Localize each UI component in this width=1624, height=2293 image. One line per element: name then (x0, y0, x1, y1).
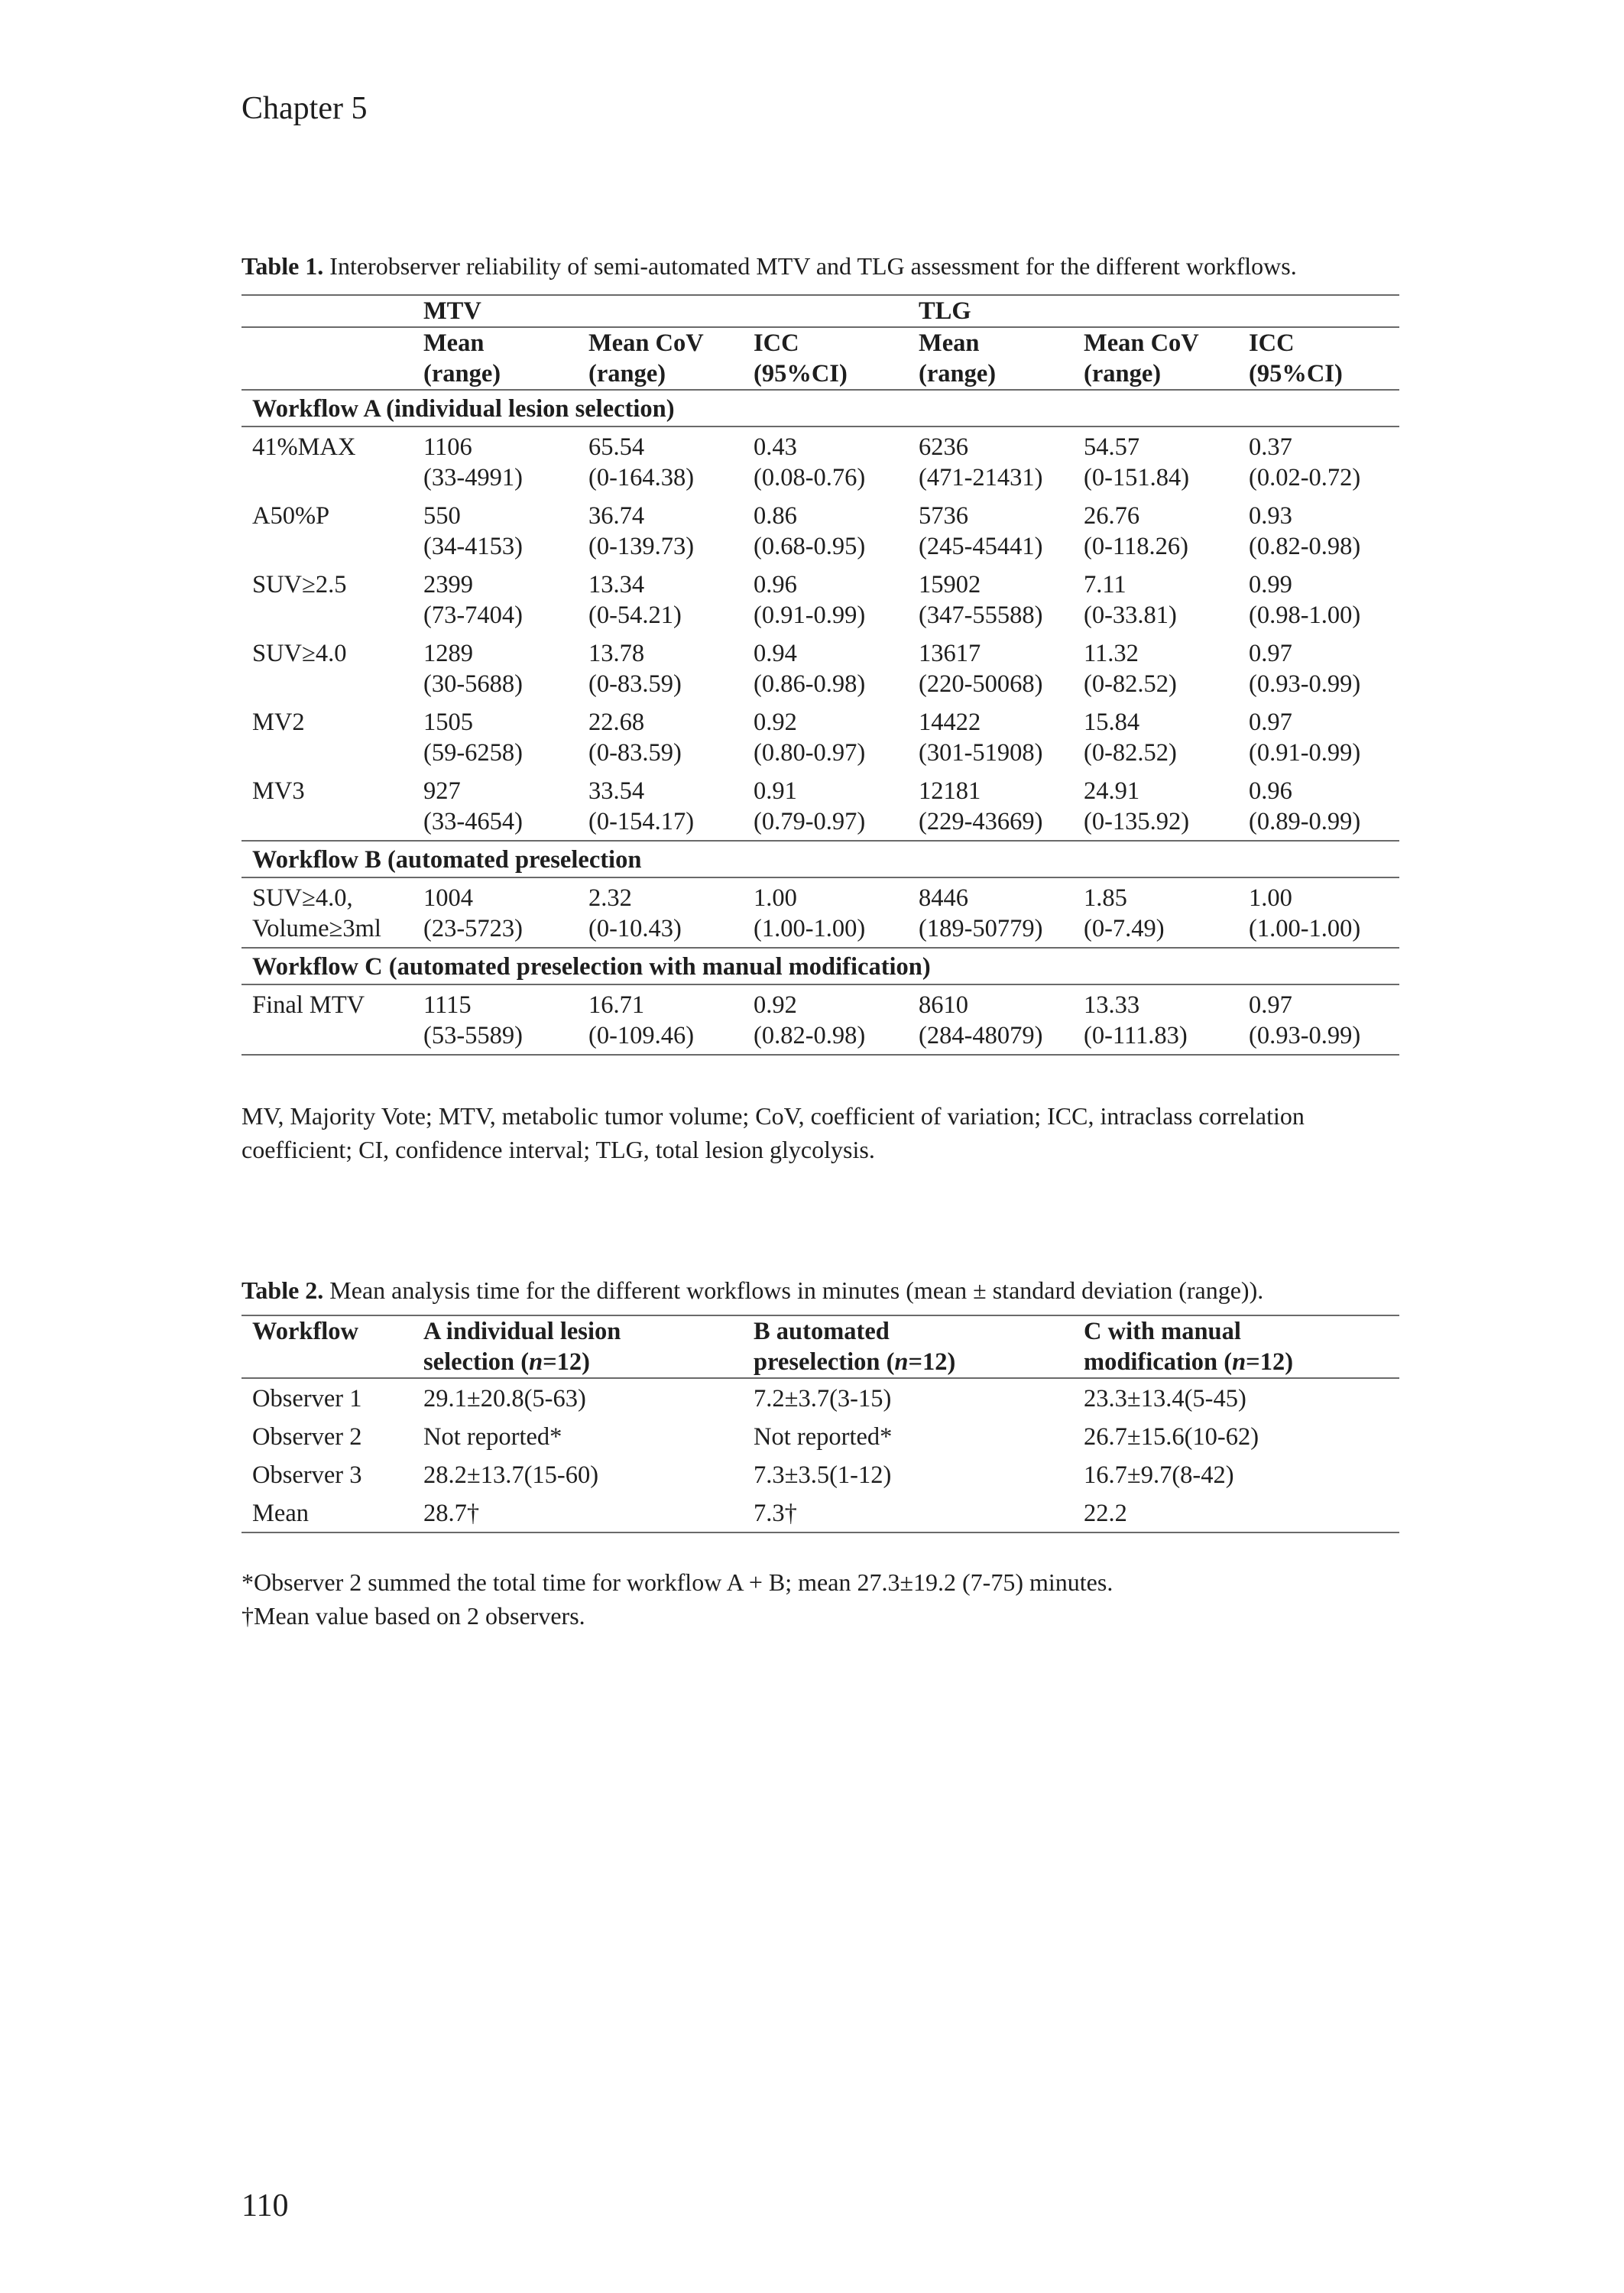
table1-group-tlg: TLG (919, 297, 971, 325)
table2-cell-b: 7.3±3.5(1-12) (754, 1461, 892, 1489)
table1-cell: 1106 (33-4991) (423, 433, 523, 491)
chapter-heading: Chapter 5 (241, 91, 368, 126)
table1-cell: 65.54 (0-164.38) (588, 433, 695, 491)
table1-caption (241, 252, 1297, 281)
table1-cell: 927 (33-4654) (423, 777, 523, 835)
table1-row-label: SUV≥4.0 (252, 640, 347, 667)
table1-caption-label: Table 1. (241, 252, 324, 280)
table1-cell: 54.57 (0-151.84) (1084, 433, 1190, 491)
table1-cell: 1115 (53-5589) (423, 991, 523, 1049)
table1-cell: 1505 (59-6258) (423, 709, 523, 767)
table1-row (241, 565, 1399, 634)
table2-header-a: A individual lesion selection (n=12) (423, 1318, 621, 1376)
table1-cell: 0.97 (0.93-0.99) (1249, 640, 1361, 698)
table1-col-header: Mean (range) (423, 329, 501, 388)
table1-cell: 5736 (245-45441) (919, 502, 1043, 560)
table2-cell-c: 22.2 (1084, 1500, 1127, 1527)
table1-cell: 1.00 (1.00-1.00) (754, 884, 866, 942)
table1-section-header: Workflow B (automated preselection (241, 841, 1399, 877)
table2-cell-label: Observer 2 (252, 1423, 362, 1451)
table1-group-mtv: MTV (423, 297, 481, 325)
table1-group-header-row (241, 295, 1399, 327)
table1-cell: 0.92 (0.80-0.97) (754, 709, 866, 767)
table1-row-label: SUV≥2.5 (252, 571, 347, 598)
table1-col-header: ICC (95%CI) (754, 329, 848, 388)
table2-caption (241, 1276, 1263, 1305)
table1-cell: 22.68 (0-83.59) (588, 709, 682, 767)
page-number: 110 (241, 2188, 289, 2223)
table2-cell-label: Mean (252, 1500, 309, 1527)
table2-row (241, 1417, 1399, 1455)
table1-cell: 8446 (189-50779) (919, 884, 1043, 942)
table1-cell: 6236 (471-21431) (919, 433, 1043, 491)
table1-col-header: Mean (range) (919, 329, 997, 388)
table2-row (241, 1455, 1399, 1494)
table2-cell-label: Observer 3 (252, 1461, 362, 1489)
table1-cell: 0.96 (0.91-0.99) (754, 571, 866, 629)
table1-cell: 0.91 (0.79-0.97) (754, 777, 866, 835)
table1-cell: 0.92 (0.82-0.98) (754, 991, 866, 1049)
table2-header-row (241, 1315, 1399, 1378)
table2-row (241, 1378, 1399, 1417)
table1-cell: 2.32 (0-10.43) (588, 884, 682, 942)
table1-cell: 0.96 (0.89-0.99) (1249, 777, 1361, 835)
table1-cell: 0.86 (0.68-0.95) (754, 502, 866, 560)
table2-footnotes (241, 1565, 1399, 1633)
table2-header-workflow: Workflow (252, 1318, 359, 1345)
table1-row-label: 41%MAX (252, 433, 356, 461)
table2-cell-b: Not reported* (754, 1423, 893, 1451)
table1-cell: 16.71 (0-109.46) (588, 991, 695, 1049)
table2-cell-c: 26.7±15.6(10-62) (1084, 1423, 1259, 1451)
table1 (241, 294, 1399, 1056)
table1-cell: 0.94 (0.86-0.98) (754, 640, 866, 698)
table2-cell-label: Observer 1 (252, 1385, 362, 1412)
table2-cell-a: Not reported* (423, 1423, 562, 1451)
table1-cell: 13617 (220-50068) (919, 640, 1043, 698)
table1-row (241, 771, 1399, 841)
table2 (241, 1315, 1399, 1533)
table1-row (241, 702, 1399, 771)
table2-cell-c: 16.7±9.7(8-42) (1084, 1461, 1234, 1489)
table1-row (241, 496, 1399, 565)
table1-row-label: MV2 (252, 709, 305, 736)
table1-cell: 24.91 (0-135.92) (1084, 777, 1190, 835)
table1-cell: 0.97 (0.91-0.99) (1249, 709, 1361, 767)
table1-row-label: MV3 (252, 777, 305, 805)
table2-caption-text: Mean analysis time for the different workflows in minutes (mean ± standard deviation (range)). (323, 1276, 1264, 1304)
table1-row-label: SUV≥4.0, Volume≥3ml (252, 884, 381, 942)
table2-cell-b: 7.2±3.7(3-15) (754, 1385, 892, 1412)
table1-caption-text: Interobserver reliability of semi-automated MTV and TLG assessment for the different workflows. (323, 252, 1297, 280)
table1-row-label: A50%P (252, 502, 330, 530)
table1-cell: 0.97 (0.93-0.99) (1249, 991, 1361, 1049)
table2-footnote-2: †Mean value based on 2 observers. (241, 1602, 585, 1630)
table1-col-header: Mean CoV (range) (588, 329, 704, 388)
table2-body (241, 1378, 1399, 1532)
table1-cell: 11.32 (0-82.52) (1084, 640, 1177, 698)
table1-row (241, 426, 1399, 496)
table2-caption-label: Table 2. (241, 1276, 324, 1304)
table1-cell: 0.37 (0.02-0.72) (1249, 433, 1361, 491)
table1-cell: 0.43 (0.08-0.76) (754, 433, 866, 491)
table2-header-b: B automated preselection (n=12) (754, 1318, 956, 1376)
table1-cell: 8610 (284-48079) (919, 991, 1043, 1049)
table1-footnote: MV, Majority Vote; MTV, metabolic tumor volume; CoV, coefficient of variation; ICC, intraclass correlation coefficient; CI, confidence interval; TLG, total lesion glycolysis. (241, 1102, 1305, 1163)
table1-cell: 0.93 (0.82-0.98) (1249, 502, 1361, 560)
table1-cell: 7.11 (0-33.81) (1084, 571, 1177, 629)
table2-header-c: C with manual modification (n=12) (1084, 1318, 1294, 1376)
table1-cell: 13.34 (0-54.21) (588, 571, 682, 629)
table1-cell: 1004 (23-5723) (423, 884, 523, 942)
table1-section-header: Workflow A (individual lesion selection) (241, 390, 1399, 426)
table1-cell: 13.78 (0-83.59) (588, 640, 682, 698)
table1-cell: 14422 (301-51908) (919, 709, 1043, 767)
table1-cell: 2399 (73-7404) (423, 571, 523, 629)
table1-cell: 1.85 (0-7.49) (1084, 884, 1165, 942)
table2-cell-c: 23.3±13.4(5-45) (1084, 1385, 1246, 1412)
table1-cell: 0.99 (0.98-1.00) (1249, 571, 1361, 629)
table1-cell: 12181 (229-43669) (919, 777, 1043, 835)
table2-cell-b: 7.3† (754, 1500, 797, 1527)
table1-body (241, 390, 1399, 1055)
table1-cell: 33.54 (0-154.17) (588, 777, 695, 835)
table1-col-header: ICC (95%CI) (1249, 329, 1343, 388)
table1-cell: 550 (34-4153) (423, 502, 523, 560)
table1-row (241, 984, 1399, 1055)
table1-column-header-row (241, 327, 1399, 390)
table1-row (241, 634, 1399, 702)
table1-cell: 1289 (30-5688) (423, 640, 523, 698)
table1-cell: 36.74 (0-139.73) (588, 502, 695, 560)
table2-cell-a: 28.2±13.7(15-60) (423, 1461, 599, 1489)
table1-cell: 1.00 (1.00-1.00) (1249, 884, 1361, 942)
table1-cell: 13.33 (0-111.83) (1084, 991, 1188, 1049)
table1-col-header: Mean CoV (range) (1084, 329, 1199, 388)
table1-row-label: Final MTV (252, 991, 365, 1019)
table2-row (241, 1494, 1399, 1532)
table2-footnote-1: *Observer 2 summed the total time for workflow A + B; mean 27.3±19.2 (7-75) minutes. (241, 1568, 1113, 1596)
table1-cell: 26.76 (0-118.26) (1084, 502, 1188, 560)
table1-section-header: Workflow C (automated preselection with manual modification) (241, 948, 1399, 984)
table1-cell: 15902 (347-55588) (919, 571, 1043, 629)
table2-cell-a: 29.1±20.8(5-63) (423, 1385, 586, 1412)
table2-cell-a: 28.7† (423, 1500, 480, 1527)
table1-cell: 15.84 (0-82.52) (1084, 709, 1177, 767)
table1-row (241, 877, 1399, 948)
